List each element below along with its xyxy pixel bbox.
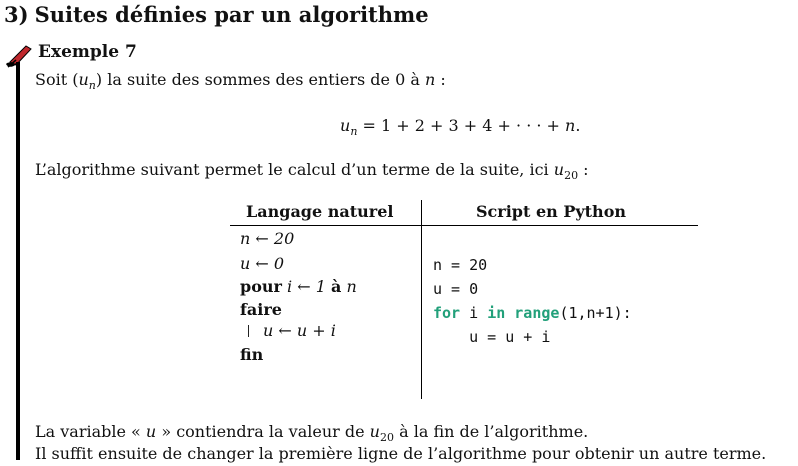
python-line-for: for i in range(1,n+1): xyxy=(433,304,632,322)
header-rule xyxy=(230,225,698,226)
intro-sentence: Soit $(u_n)$ la suite des sommes des entiers de 0 à n : xyxy=(35,70,446,93)
conclusion-tip: Il suffit ensuite de changer la première ligne de l’algorithme pour obtenir un autre terme. xyxy=(35,444,767,463)
natural-line-fin: fin xyxy=(240,345,264,364)
natural-line-n: n ← 20 xyxy=(240,229,295,248)
header-natural-language: Langage naturel xyxy=(246,202,394,221)
natural-line-body: u ← u + i xyxy=(240,321,336,340)
sum-formula: $u_n = 1 + 2 + 3 + 4$ + · · · + n. xyxy=(340,116,581,139)
python-line-body: u = u + i xyxy=(433,328,551,346)
natural-line-faire: faire xyxy=(240,300,282,319)
natural-line-pour: pour i ← 1 à n xyxy=(240,277,357,296)
natural-line-u: u ← 0 xyxy=(240,254,285,273)
python-line-u: u = 0 xyxy=(433,280,479,298)
section-title xyxy=(4,2,429,27)
example-title: Exemple 7 xyxy=(38,42,137,62)
algorithm-intro: L’algorithme suivant permet le calcul d’un terme de la suite, ici $u_{20}$ : xyxy=(35,160,589,183)
header-python-script: Script en Python xyxy=(476,202,626,221)
conclusion-variable: La variable « u » contiendra la valeur de $u_{20}$ à la fin de l’algorithme. xyxy=(35,422,589,445)
section-number: 3) xyxy=(4,2,29,27)
column-divider xyxy=(421,200,422,399)
indent-bar xyxy=(248,325,249,337)
section-heading: Suites définies par un algorithme xyxy=(34,2,429,27)
python-line-n: n = 20 xyxy=(433,256,488,274)
algorithm-table xyxy=(230,200,700,400)
example-margin-bar xyxy=(16,62,20,460)
